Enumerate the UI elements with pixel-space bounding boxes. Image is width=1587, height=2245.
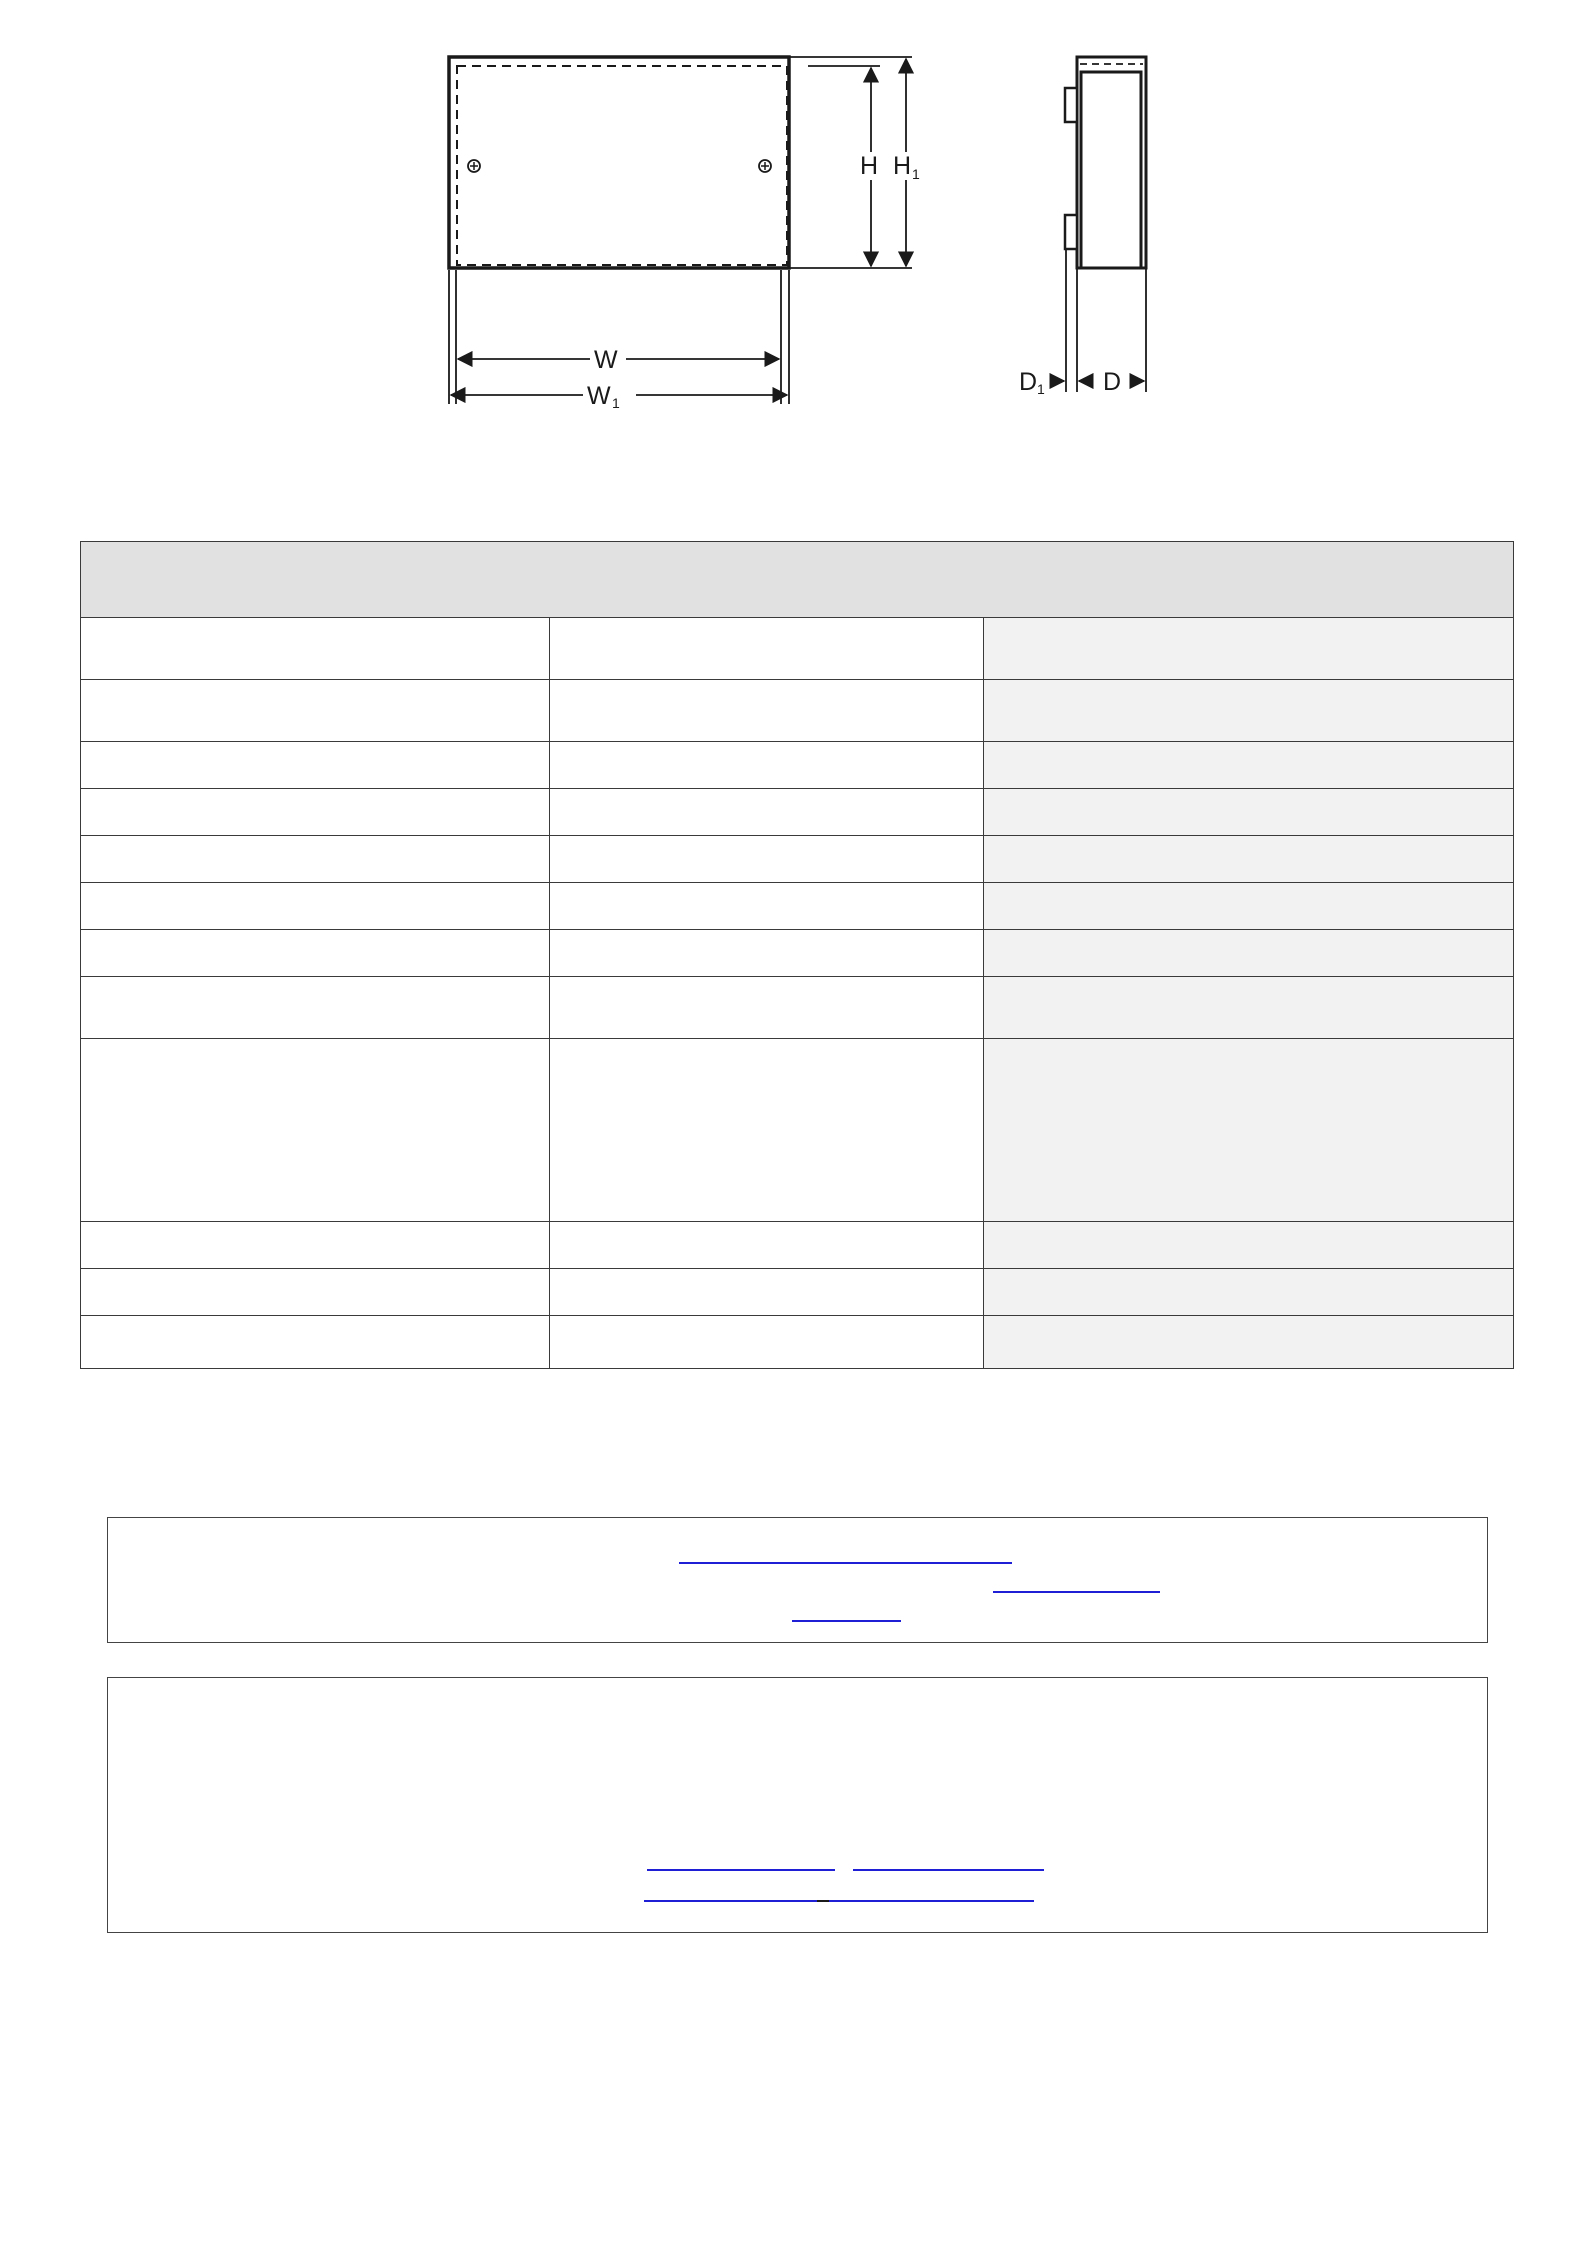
table-cell <box>550 1039 984 1222</box>
table-cell <box>81 618 550 680</box>
dimension-drawing <box>0 0 1587 440</box>
link[interactable] <box>647 1869 835 1871</box>
table-cell <box>984 789 1514 836</box>
table-cell <box>81 1316 550 1369</box>
table-cell <box>550 883 984 930</box>
link[interactable] <box>644 1900 817 1902</box>
table-cell <box>550 1316 984 1369</box>
link[interactable] <box>993 1591 1160 1593</box>
table-cell <box>984 977 1514 1039</box>
table-cell <box>984 883 1514 930</box>
table-row <box>81 883 1514 930</box>
width-dimensions <box>449 270 789 404</box>
table-cell <box>81 742 550 789</box>
label-w1: W <box>587 382 611 410</box>
label-d1-subscript: 1 <box>1037 381 1045 397</box>
table-cell <box>81 930 550 977</box>
table-header <box>81 542 1514 618</box>
table-row <box>81 1269 1514 1316</box>
table-cell <box>984 930 1514 977</box>
table-cell <box>550 1269 984 1316</box>
table-row <box>81 1222 1514 1269</box>
table-cell <box>81 1039 550 1222</box>
label-w1-subscript: 1 <box>612 395 620 411</box>
table-row <box>81 836 1514 883</box>
table-row <box>81 1316 1514 1369</box>
table-cell <box>81 1222 550 1269</box>
table-cell <box>550 789 984 836</box>
table-cell <box>984 1316 1514 1369</box>
table-row <box>81 1039 1514 1222</box>
table-cell <box>550 836 984 883</box>
table-cell <box>984 836 1514 883</box>
side-view <box>1065 57 1146 268</box>
table-cell <box>550 680 984 742</box>
contact-box <box>107 1677 1488 1933</box>
table-cell <box>984 1269 1514 1316</box>
table-cell <box>550 930 984 977</box>
table-cell <box>81 836 550 883</box>
label-d1: D <box>1019 368 1038 396</box>
link[interactable] <box>792 1620 901 1622</box>
spec-table <box>80 541 1514 1369</box>
link[interactable] <box>829 1900 1034 1902</box>
front-view <box>449 57 789 268</box>
table-cell <box>984 742 1514 789</box>
table-cell <box>81 1269 550 1316</box>
table-row <box>81 977 1514 1039</box>
table-cell <box>81 977 550 1039</box>
table-cell <box>984 618 1514 680</box>
table-row <box>81 680 1514 742</box>
notice-box <box>107 1517 1488 1643</box>
label-h: H <box>860 152 879 180</box>
table-cell <box>550 742 984 789</box>
table-header-row <box>81 542 1514 618</box>
table-cell <box>81 883 550 930</box>
table-cell <box>81 789 550 836</box>
table-cell <box>984 680 1514 742</box>
label-w: W <box>594 346 618 374</box>
link-separator <box>817 1900 829 1902</box>
label-h1-subscript: 1 <box>912 166 920 182</box>
depth-dimensions <box>1050 250 1146 392</box>
label-d: D <box>1103 368 1122 396</box>
table-cell <box>984 1039 1514 1222</box>
link[interactable] <box>679 1562 1012 1564</box>
table-row <box>81 789 1514 836</box>
label-h1: H <box>893 152 912 180</box>
table-cell <box>550 618 984 680</box>
table-cell <box>81 680 550 742</box>
table-cell <box>550 977 984 1039</box>
table-row <box>81 930 1514 977</box>
link[interactable] <box>853 1869 1044 1871</box>
table-cell <box>984 1222 1514 1269</box>
table-cell <box>550 1222 984 1269</box>
table-row <box>81 742 1514 789</box>
table-row <box>81 618 1514 680</box>
